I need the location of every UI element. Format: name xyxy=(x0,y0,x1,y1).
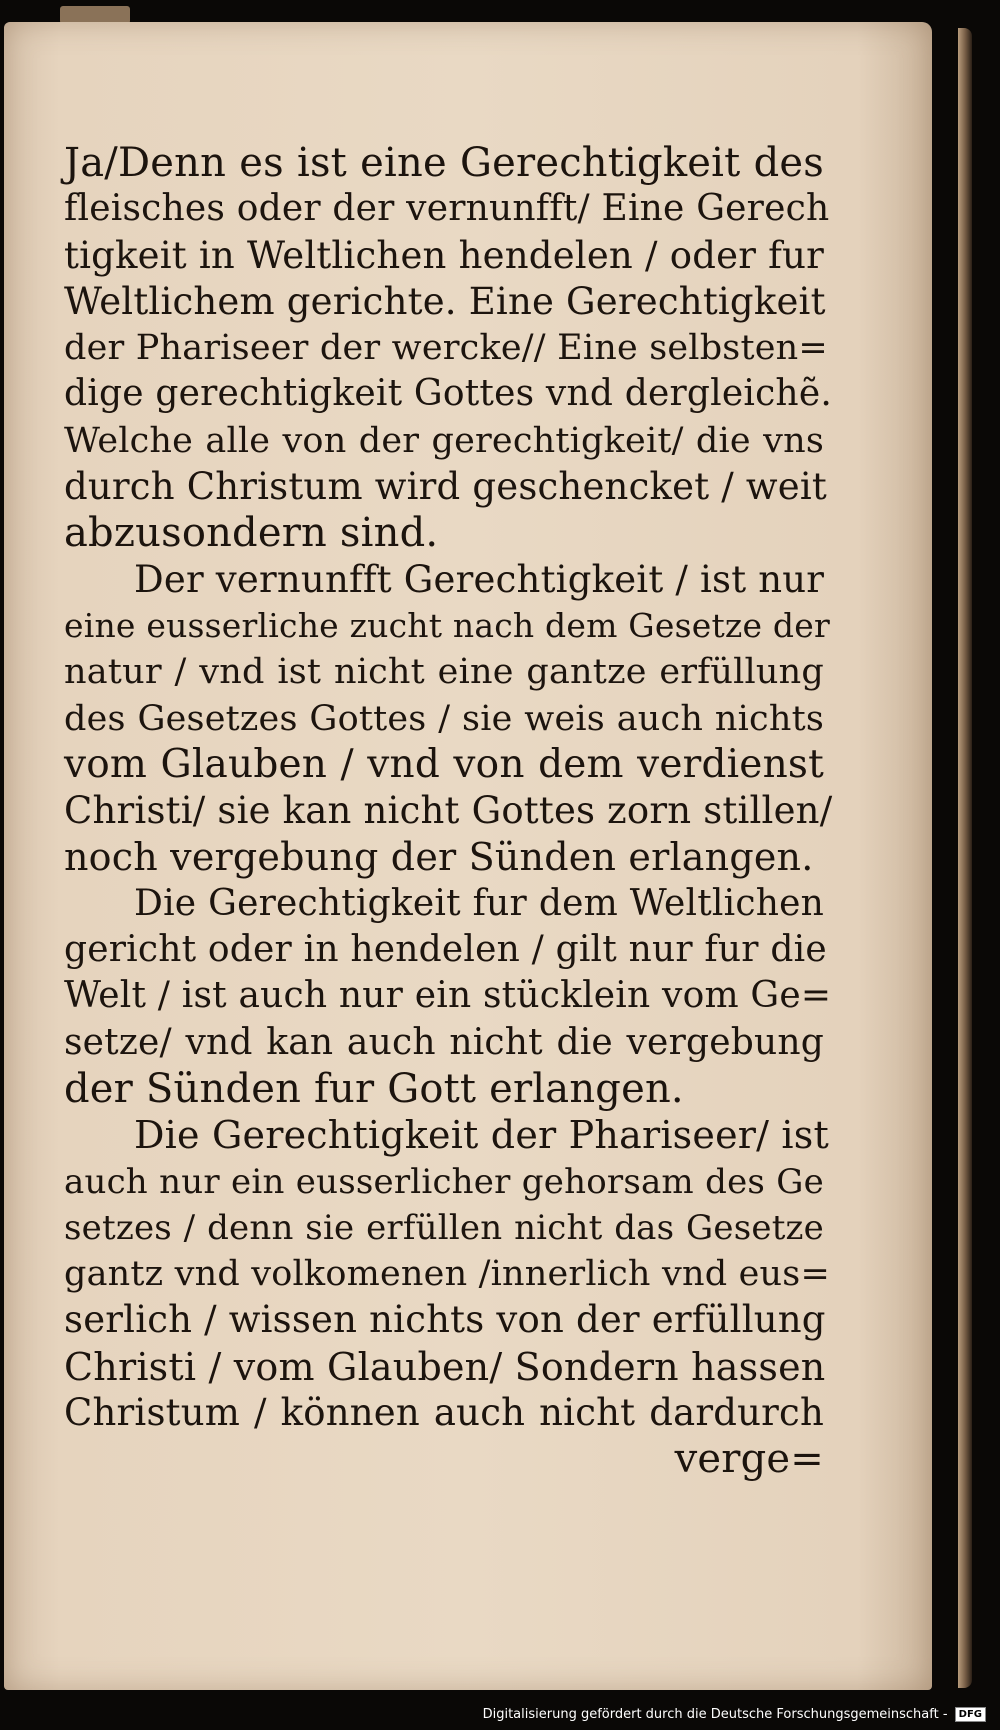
page-edge-shadow xyxy=(958,28,972,1688)
funding-credit-text: Digitalisierung gefördert durch die Deutsche Forschungsgemeinschaft - xyxy=(482,1707,948,1722)
text-line: dige gerechtigkeit Gottes vnd dergleichẽ. xyxy=(64,373,832,415)
text-line: natur / vnd ist nicht eine gantze erfüllung xyxy=(64,652,824,693)
text-line: serlich / wissen nichts von der erfüllung xyxy=(64,1298,826,1342)
text-line: setzes / denn sie erfüllen nicht das Gesetze xyxy=(64,1207,824,1248)
dfg-logo: DFG xyxy=(955,1707,986,1722)
text-line: Die Gerechtigkeit der Phariseer/ ist xyxy=(134,1113,829,1158)
text-line: setze/ vnd kan auch nicht die vergebung xyxy=(64,1021,824,1063)
text-line: Christi/ sie kan nicht Gottes zorn stillen/ xyxy=(64,789,833,833)
text-line: Christi / vom Glauben/ Sondern hassen xyxy=(64,1344,826,1389)
text-line: Christum / können auch nicht dardurch xyxy=(64,1391,824,1435)
text-line: gericht oder in hendelen / gilt nur fur die xyxy=(64,929,827,971)
text-line: des Gesetzes Gottes / sie weis auch nichts xyxy=(64,698,824,739)
text-line: Welche alle von der gerechtigkeit/ die vns xyxy=(64,420,824,461)
text-line: Der vernunfft Gerechtigkeit / ist nur xyxy=(134,557,825,601)
text-line: Ja/Denn es ist eine Gerechtigkeit des xyxy=(64,140,824,186)
text-line: noch vergebung der Sünden erlangen. xyxy=(64,835,814,880)
text-line: gantz vnd volkomenen /innerlich vnd eus= xyxy=(64,1254,830,1295)
text-line: auch nur ein eusserlicher gehorsam des Ge xyxy=(64,1161,824,1202)
funding-credit xyxy=(483,1707,986,1722)
text-line: eine eusserliche zucht nach dem Gesetze der xyxy=(64,605,830,645)
text-line: abzusondern sind. xyxy=(64,510,439,557)
page-text xyxy=(64,140,833,1483)
text-line: der Sünden fur Gott erlangen. xyxy=(64,1065,684,1112)
text-line: durch Christum wird geschencket / weit xyxy=(64,465,827,509)
book-page xyxy=(4,22,932,1690)
text-line: tigkeit in Weltlichen hendelen / oder fur xyxy=(64,233,824,277)
text-line: Die Gerechtigkeit fur dem Weltlichen xyxy=(134,882,824,924)
text-line: der Phariseer der wercke// Eine selbsten= xyxy=(64,328,828,369)
text-line: fleisches oder der vernunfft/ Eine Gerech xyxy=(64,188,830,230)
text-line: vom Glauben / vnd von dem verdienst xyxy=(64,741,824,787)
text-line: Weltlichem gerichte. Eine Gerechtigkeit xyxy=(64,279,826,323)
text-line: Welt / ist auch nur ein stücklein vom Ge= xyxy=(64,975,832,1017)
catchword: verge= xyxy=(674,1436,824,1483)
